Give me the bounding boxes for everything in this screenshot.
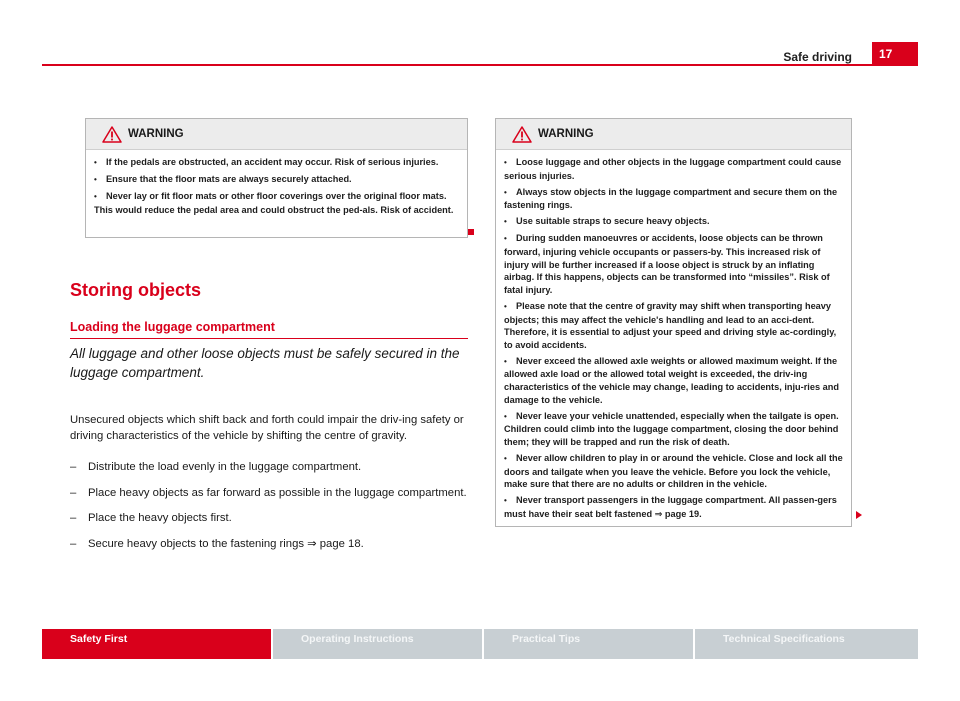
body-paragraph: Unsecured objects which shift back and forth could impair the driv-ing safety or driving characteristics of the vehicle by shifting the centre of gravity. [70,414,464,442]
warning-item: • Never leave your vehicle unattended, especially when the tailgate is open. Children could climb into the luggage compartment, closing the door behind them; they will be trapped and run the risk of death. [504,410,839,447]
intro-text: All luggage and other loose objects must be safely secured in the luggage compartment. [70,346,460,380]
bullet-icon: • [94,192,97,202]
step-dash-icon: – [70,512,77,525]
page-number: 17 [872,42,918,66]
continued-arrow-icon [856,511,862,519]
step-dash-icon: – [70,537,77,550]
warning-box-luggage [495,118,852,527]
footer-tab-practical-tips[interactable]: Practical Tips [484,629,693,659]
subsection-rule [70,338,468,339]
running-header-title: Safe driving [783,50,852,64]
warning-item: • Never allow children to play in or around the vehicle. Close and lock all the doors and tailgate when you leave the vehicle. Before you lock the vehicle, make sure that there are no adults or children in the vehicle. [504,452,843,490]
section-title: Storing objects [70,280,202,300]
step-item: – Place the heavy objects first. [70,511,470,527]
warning-title: WARNING [538,128,594,140]
bullet-icon: • [504,217,507,227]
footer-tab-operating-instructions[interactable]: Operating Instructions [273,629,482,659]
warning-item: • Ensure that the floor mats are always securely attached. [94,173,459,187]
step-dash-icon: – [70,486,77,499]
warning-header [86,119,467,150]
bullet-icon: • [504,301,507,311]
warning-box-pedals [85,118,468,238]
warning-item: • Use suitable straps to secure heavy objects. [504,215,843,229]
bullet-icon: • [504,234,507,244]
warning-item: • Please note that the centre of gravity may shift when transporting heavy objects; this may affect the vehicle's handling and lead to an acci-dent. Therefore, it is essential to adjust your speed and driving style ac-cordingly, to avoid accidents. [504,300,837,350]
step-item: – Place heavy objects as far forward as possible in the luggage compartment. [70,486,470,502]
warning-item: • Loose luggage and other objects in the luggage compartment could cause serious injuries. [504,157,842,181]
bullet-icon: • [504,411,507,421]
warning-header [496,119,851,150]
bullet-icon: • [504,158,507,167]
instruction-steps [70,460,470,552]
bullet-icon: • [94,158,97,167]
step-item: – Distribute the load evenly in the luggage compartment. [70,460,470,476]
warning-item: • Never transport passengers in the luggage compartment. All passen-gers must have their seat belt fastened ⇒ page 19. [504,495,837,519]
footer-tab-safety-first[interactable]: Safety First [42,629,271,659]
warning-item: • During sudden manoeuvres or accidents, loose objects can be thrown forward, injuring vehicle occupants or passers-by. This increased risk of injury will be further increased if a loose object is struck by an inflating airbag. If this happens, objects can be transformed into “missiles”. Risk of fatal injury. [504,233,830,295]
subsection-title: Loading the luggage compartment [70,320,275,334]
bullet-icon: • [94,175,97,185]
warning-item: • Never exceed the allowed axle weights or allowed maximum weight. If the allowed axle load or the allowed total weight is exceeded, the driv-ing characteristics of the vehicle may change, leading to accidents, inju-ries and damage to the vehicle. [504,355,839,405]
warning-item: • Never lay or fit floor mats or other floor coverings over the original floor mats. This would reduce the pedal area and could obstruct the ped-als. Risk of accident. [94,191,454,215]
warning-triangle-icon [512,126,532,143]
warning-triangle-icon [102,126,122,143]
bullet-icon: • [504,453,507,463]
warning-list [86,150,467,216]
bullet-icon: • [504,496,507,506]
warning-title: WARNING [128,128,184,140]
warning-list [496,150,851,520]
footer-tab-technical-specifications[interactable]: Technical Specifications [695,629,918,659]
header-rule [42,64,918,66]
bullet-icon: • [504,187,507,197]
warning-item: • If the pedals are obstructed, an accident may occur. Risk of serious injuries. [94,156,459,170]
warning-item: • Always stow objects in the luggage compartment and secure them on the fastening rings. [504,186,838,211]
step-item: – Secure heavy objects to the fastening rings ⇒ page 18. [70,537,470,553]
section-end-icon [468,229,474,235]
step-dash-icon: – [70,461,77,473]
bullet-icon: • [504,356,507,366]
